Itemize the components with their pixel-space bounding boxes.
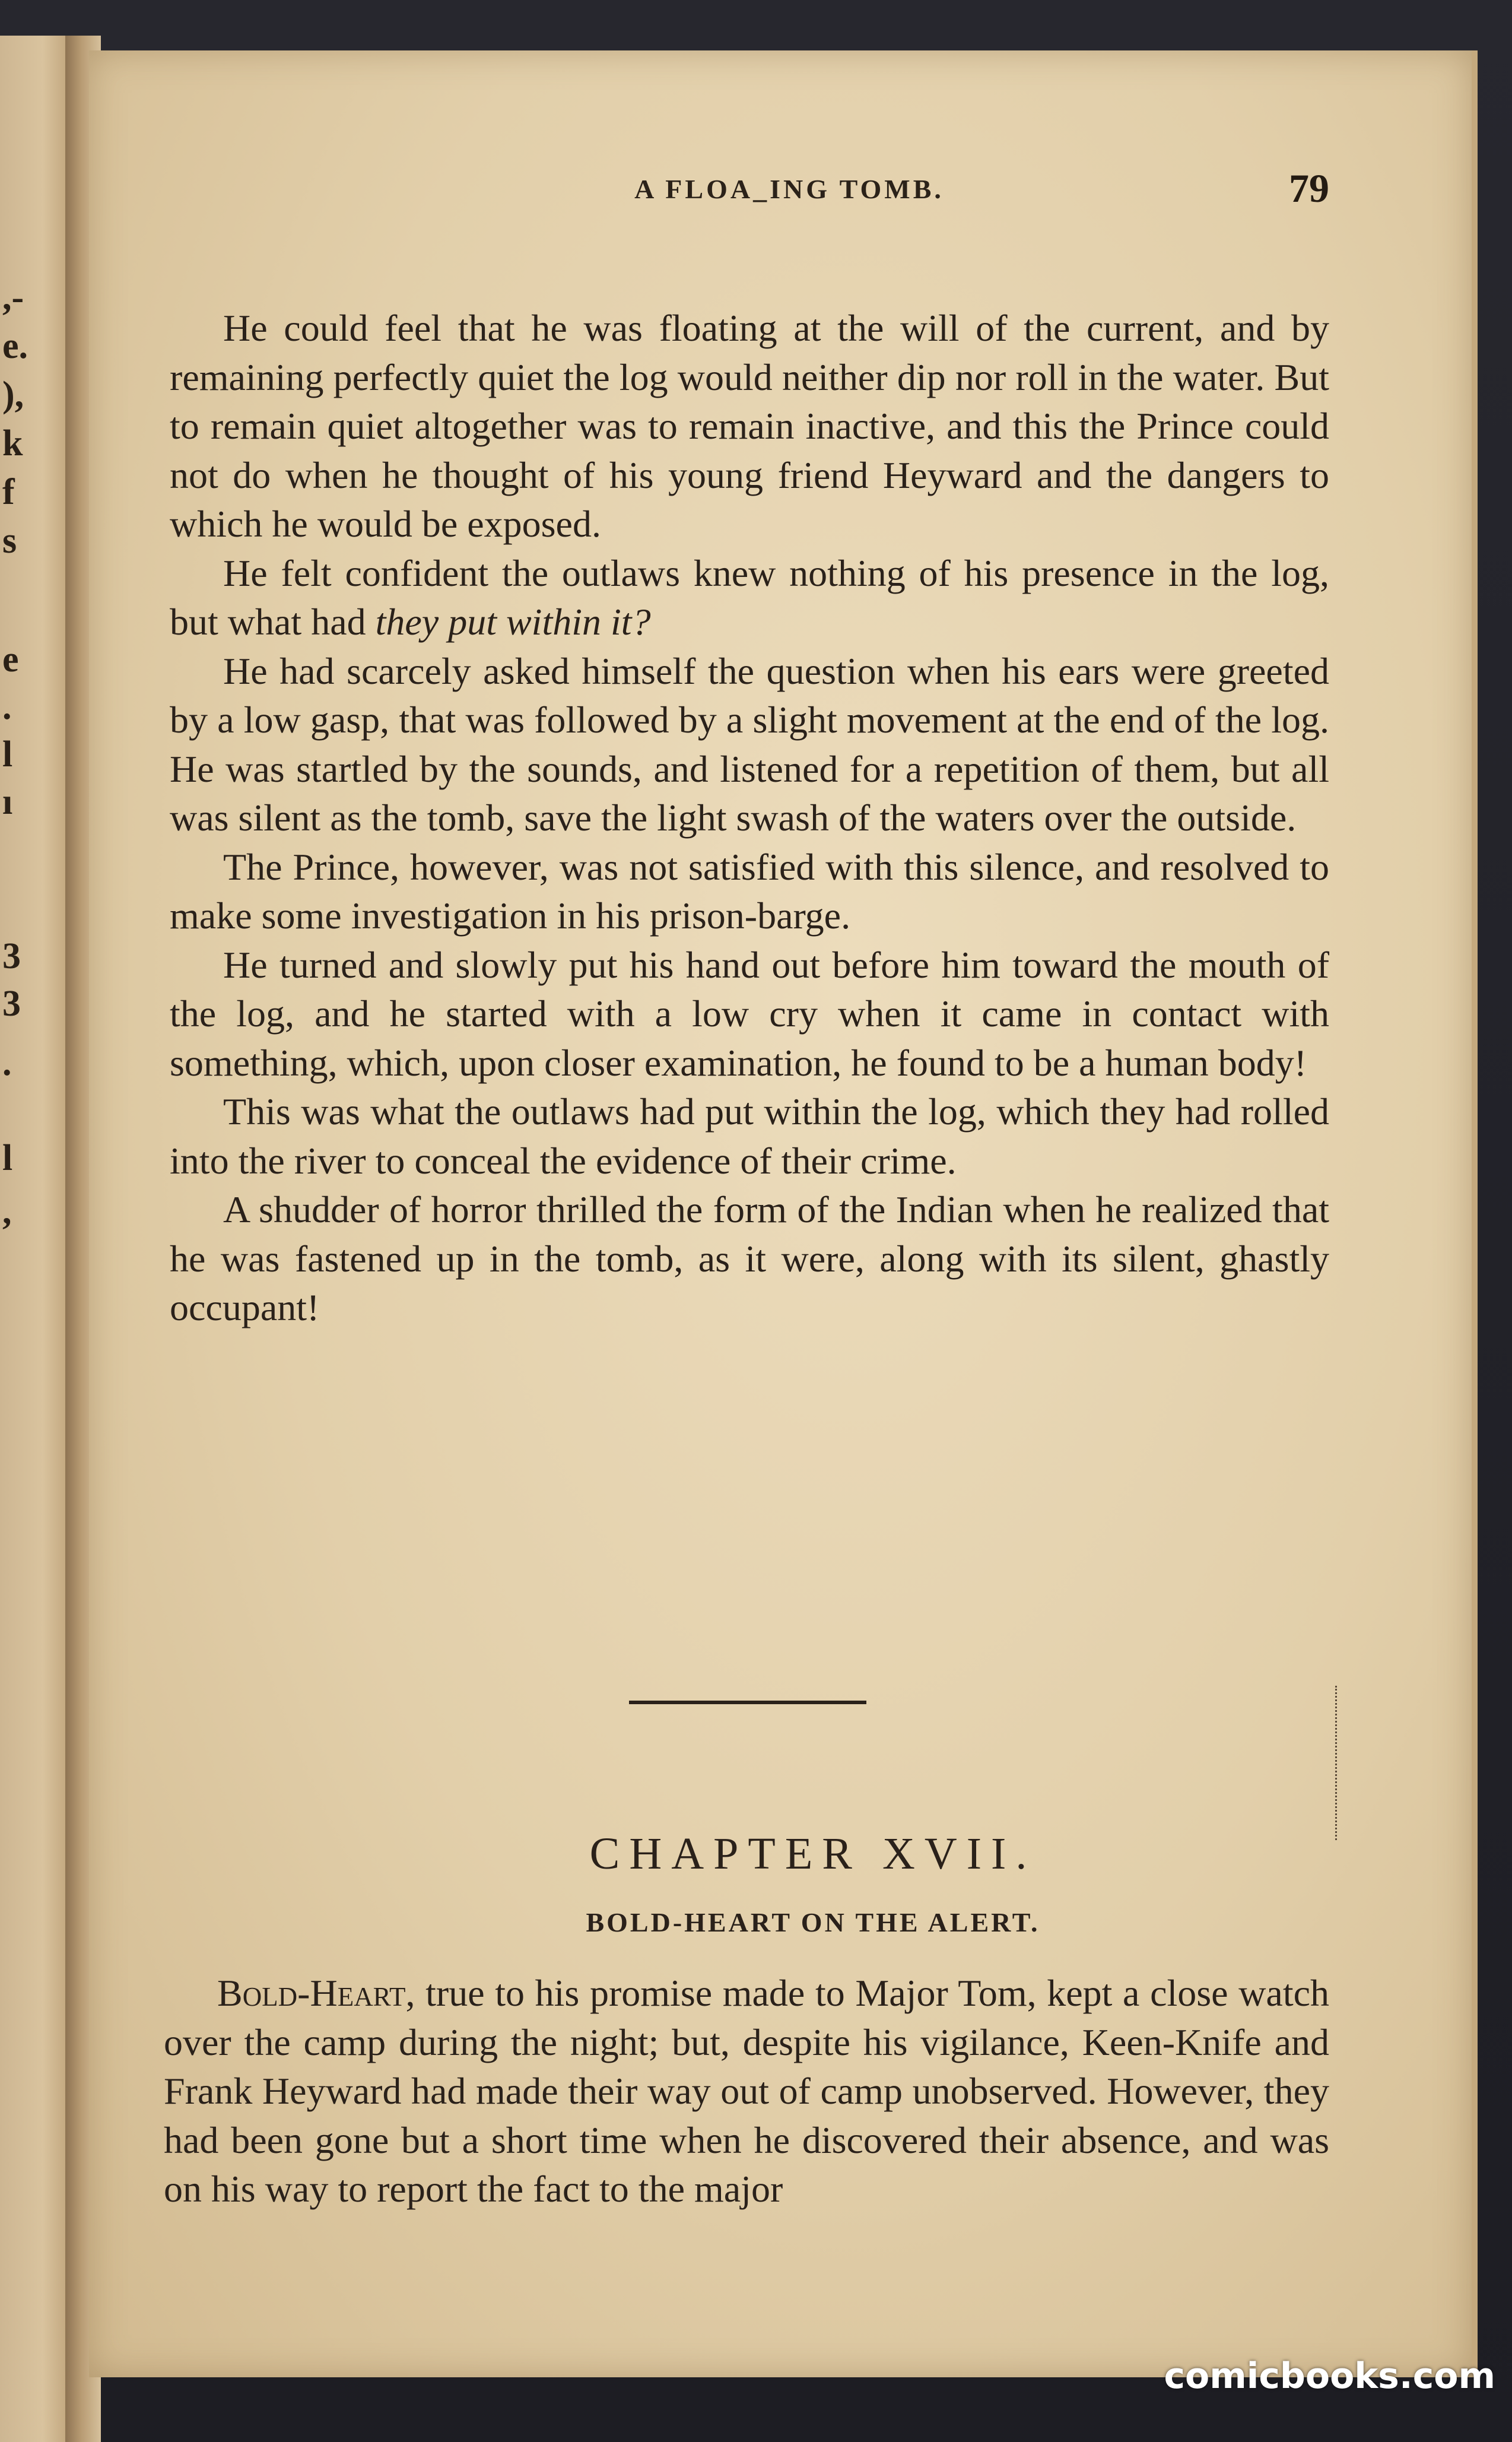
facing-page-fragment: k [2, 423, 23, 464]
opening-name: Bold-Heart [217, 1972, 406, 2014]
facing-page-fragment: l [2, 1138, 13, 1178]
facing-page-fragment: f [2, 472, 15, 512]
paragraph-text: , true to his promise made to Major Tom, kept a close watch over the camp during the night; but, despite his vigilance, Keen-Knife and Frank Heyward had made their way out of camp unobserved. However, they had been gone but a short time when he discovered their absence, and was on his way to report the fact to the major [164, 1972, 1329, 2210]
paragraph: He turned and slowly put his hand out before him toward the mouth of the log, and he started with a low cry when it came in contact with something, which, upon closer examination, he found to be a human body! [170, 943, 1329, 1084]
facing-page-fragment: . [2, 687, 12, 727]
facing-page-fragment: ı [2, 782, 13, 822]
running-head: A FLOA_ING TOMB. [634, 174, 944, 204]
paragraph: He could feel that he was floating at the will of the current, and by remaining perfectly quiet the log would neither dip nor roll in the water. But to remain quiet altogether was to remain inactive, and this the Prince could not do when he thought of his young friend Heyward and the dangers to which he would be exposed. [170, 307, 1329, 545]
facing-page-fragment: 3 [2, 984, 21, 1024]
chapter-subtitle: BOLD-HEART ON THE ALERT. [586, 1907, 1040, 1937]
site-watermark: comicbooks.com [1164, 2355, 1495, 2397]
chapter-title: CHAPTER XVII. [589, 1829, 1037, 1879]
paragraph-text: He felt confident the outlaws knew nothing of his presence in the log, but what had [170, 551, 1329, 643]
chapter-body-text [164, 1969, 1329, 2214]
margin-dotted-mark [1335, 1686, 1343, 1840]
facing-page-fragment: s [2, 521, 17, 561]
facing-page-fragment: , [2, 1191, 12, 1232]
paragraph [170, 549, 1329, 647]
paragraph: The Prince, however, was not satisfied with this silence, and resolved to make some investigation in his prison-barge. [170, 845, 1329, 937]
italic-phrase: they put within it? [375, 601, 651, 643]
facing-page-fragment: . [2, 1043, 12, 1083]
paragraph [164, 1969, 1329, 2214]
facing-page-fragment: l [2, 734, 13, 775]
paragraph: He had scarcely asked himself the question when his ears were greeted by a low gasp, that was followed by a slight movement at the end of the log. He was startled by the sounds, and listened for a repetition of them, but all was silent as the tomb, save the light swash of the waters over the outside. [170, 649, 1329, 839]
page-number: 79 [1289, 166, 1329, 211]
facing-page-fragment: e. [2, 326, 28, 366]
facing-page-edge [0, 36, 71, 2442]
facing-page-fragment: e [2, 639, 19, 680]
facing-page-fragment: ,- [2, 277, 24, 318]
paragraph: A shudder of horror thrilled the form of the Indian when he realized that he was fastened up in the tomb, as it were, along with its silent, ghastly occupant! [170, 1188, 1329, 1328]
facing-page-fragment: 3 [2, 936, 21, 976]
facing-page-fragment: ), [2, 375, 24, 415]
section-divider-rule [629, 1701, 866, 1704]
body-text [170, 304, 1329, 1333]
paragraph: This was what the outlaws had put within the log, which they had rolled into the river to conceal the evidence of their crime. [170, 1090, 1329, 1182]
